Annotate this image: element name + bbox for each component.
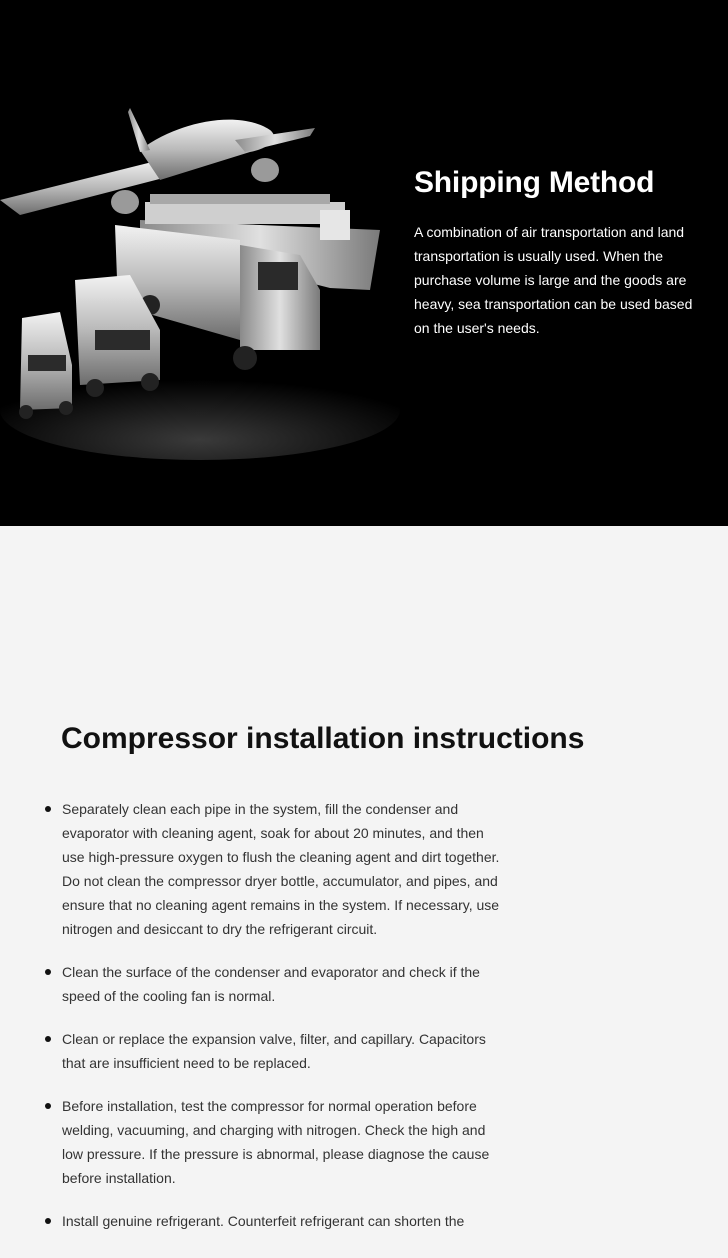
bullet-dot-icon — [45, 969, 51, 975]
transport-vehicles-image — [0, 90, 400, 460]
list-item — [62, 1094, 502, 1190]
list-item — [62, 960, 502, 1008]
bullet-dot-icon — [45, 1218, 51, 1224]
installation-section — [0, 526, 728, 1258]
list-item — [62, 1027, 502, 1075]
bullet-dot-icon — [45, 1036, 51, 1042]
installation-list — [62, 797, 502, 1252]
list-item-text: Before installation, test the compressor for normal operation before welding, vacuuming, and charging with nitrogen. Check the high and low pressure. If the pressure is abnormal, please diagnose the cause before installation. — [62, 1098, 490, 1186]
shipping-description: A combination of air transportation and land transportation is usually used. When the purchase volume is large and the goods are heavy, sea transportation can be used based on the user's needs. — [414, 224, 693, 336]
list-item-text: Install genuine refrigerant. Counterfeit refrigerant can shorten the — [62, 1213, 465, 1229]
list-item-text: Clean or replace the expansion valve, filter, and capillary. Capacitors that are insufficient need to be replaced. — [62, 1031, 486, 1071]
shipping-text-block — [414, 164, 710, 340]
list-item-text: Separately clean each pipe in the system, fill the condenser and evaporator with cleaning agent, soak for about 20 minutes, and then use high-pressure oxygen to flush the cleaning agent and dirt together. Do not clean the compressor dryer bottle, accumulator, and pipes, and ensure that no cleaning agent remains in the system. If necessary, use nitrogen and desiccant to dry the refrigerant circuit. — [62, 801, 500, 937]
minivan-shape — [19, 312, 73, 419]
bullet-dot-icon — [45, 1103, 51, 1109]
list-item-text: Clean the surface of the condenser and evaporator and check if the speed of the cooling fan is normal. — [62, 964, 480, 1004]
shipping-title: Shipping Method — [414, 166, 655, 199]
list-item — [62, 797, 502, 941]
shipping-hero — [0, 0, 728, 526]
bullet-dot-icon — [45, 806, 51, 812]
list-item — [62, 1209, 502, 1233]
installation-title: Compressor installation instructions — [61, 722, 585, 755]
